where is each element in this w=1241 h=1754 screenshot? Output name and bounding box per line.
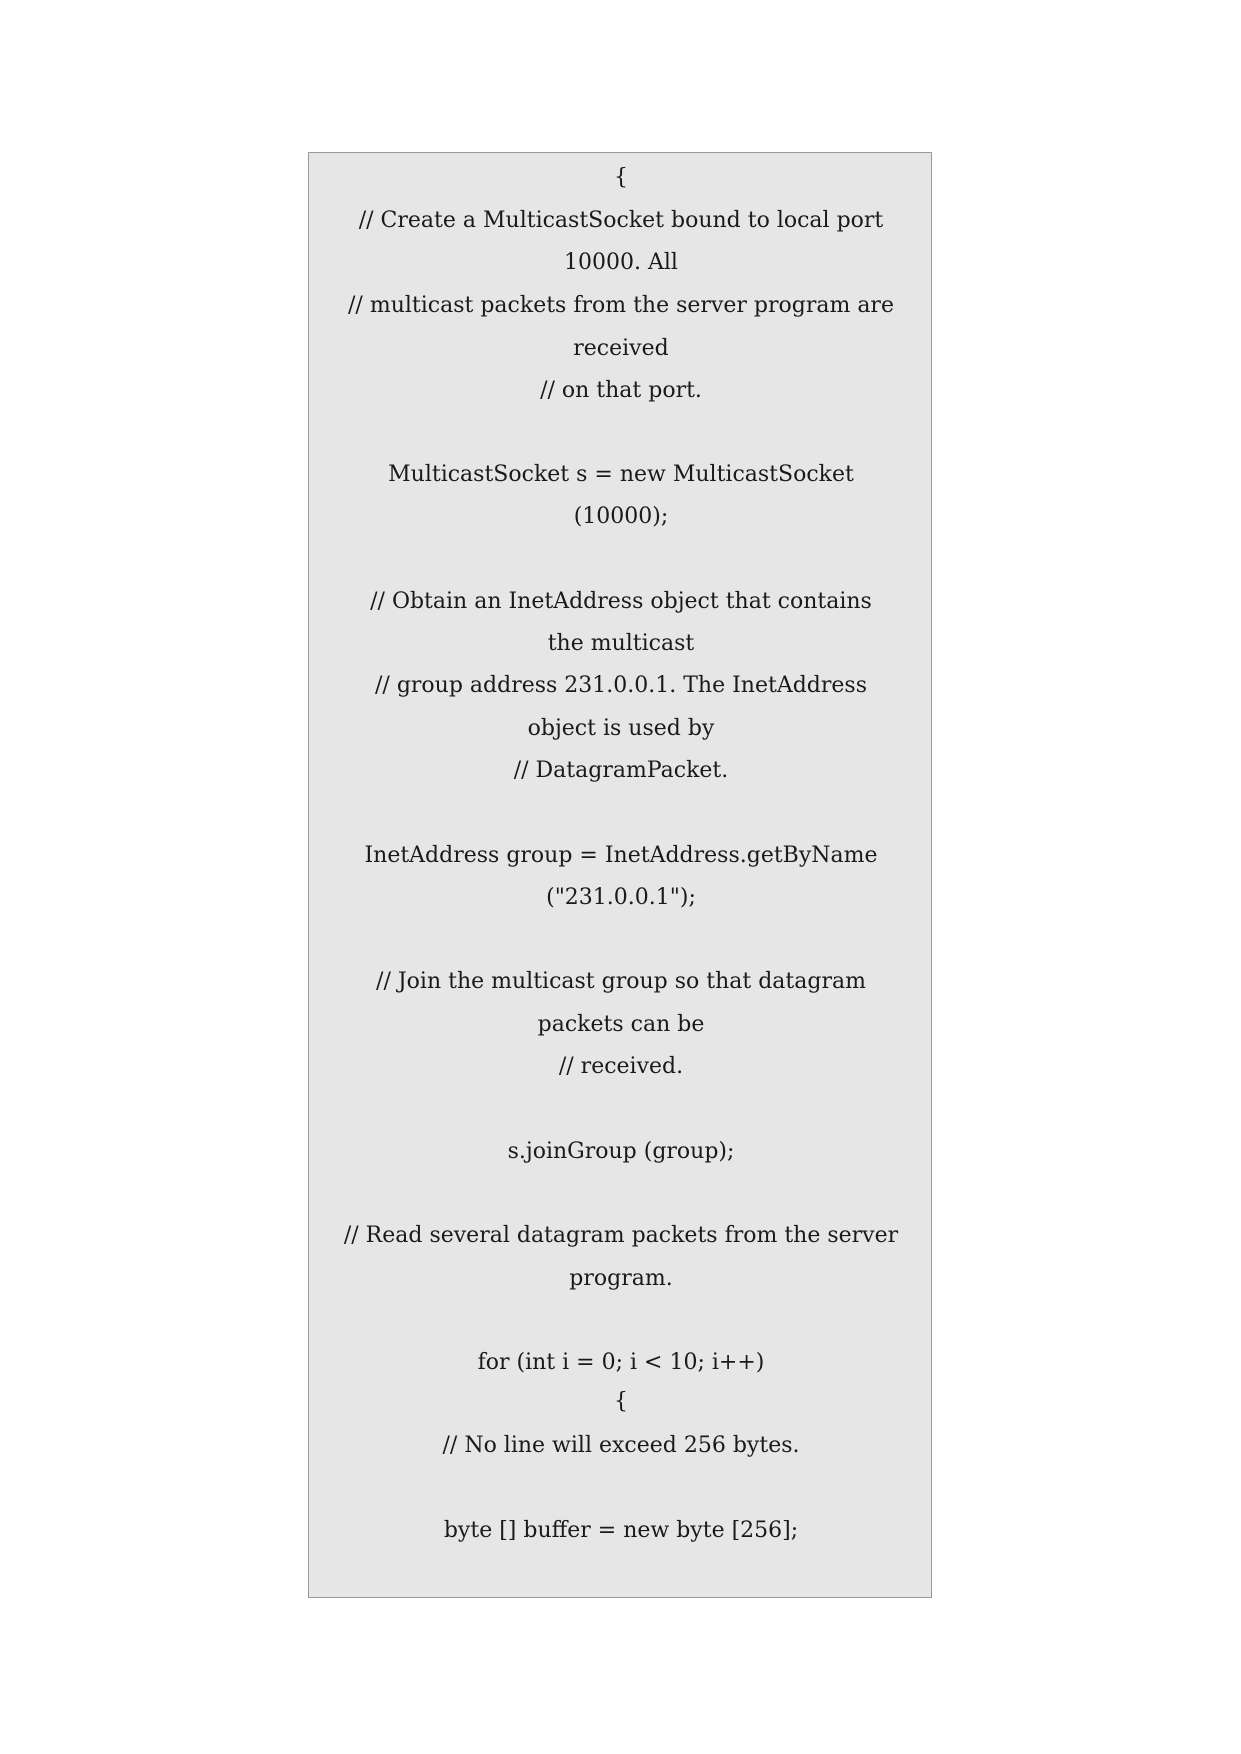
code-listing-box (308, 152, 932, 1598)
code-line: program. (569, 1266, 673, 1291)
code-line: // on that port. (540, 378, 702, 403)
code-line: received (573, 336, 669, 361)
code-line: { (614, 165, 628, 190)
code-line: // Join the multicast group so that datagram (376, 969, 866, 994)
code-line: s.joinGroup (group); (507, 1139, 735, 1164)
code-line: { (614, 1389, 628, 1414)
code-line: (10000); (573, 504, 669, 529)
code-line: byte [] buffer = new byte [256]; (443, 1518, 799, 1543)
code-line: // Create a MulticastSocket bound to local port (358, 208, 884, 233)
code-line: MulticastSocket s = new MulticastSocket (388, 462, 854, 487)
code-line: 10000. All (564, 250, 678, 275)
code-line: // Obtain an InetAddress object that contains (370, 589, 872, 614)
code-line: for (int i = 0; i < 10; i++) (477, 1350, 765, 1375)
code-line: // multicast packets from the server program are (348, 293, 894, 318)
code-line: the multicast (547, 631, 695, 656)
code-line: // No line will exceed 256 bytes. (442, 1433, 800, 1458)
code-line: object is used by (527, 716, 715, 741)
code-line: // group address 231.0.0.1. The InetAddress (375, 673, 867, 698)
code-line: // received. (558, 1054, 684, 1079)
code-line: packets can be (537, 1012, 705, 1037)
code-line: // Read several datagram packets from the server (343, 1223, 899, 1248)
code-line: ("231.0.0.1"); (546, 885, 696, 910)
code-line: // DatagramPacket. (513, 758, 729, 783)
code-line: InetAddress group = InetAddress.getByName (364, 843, 878, 868)
